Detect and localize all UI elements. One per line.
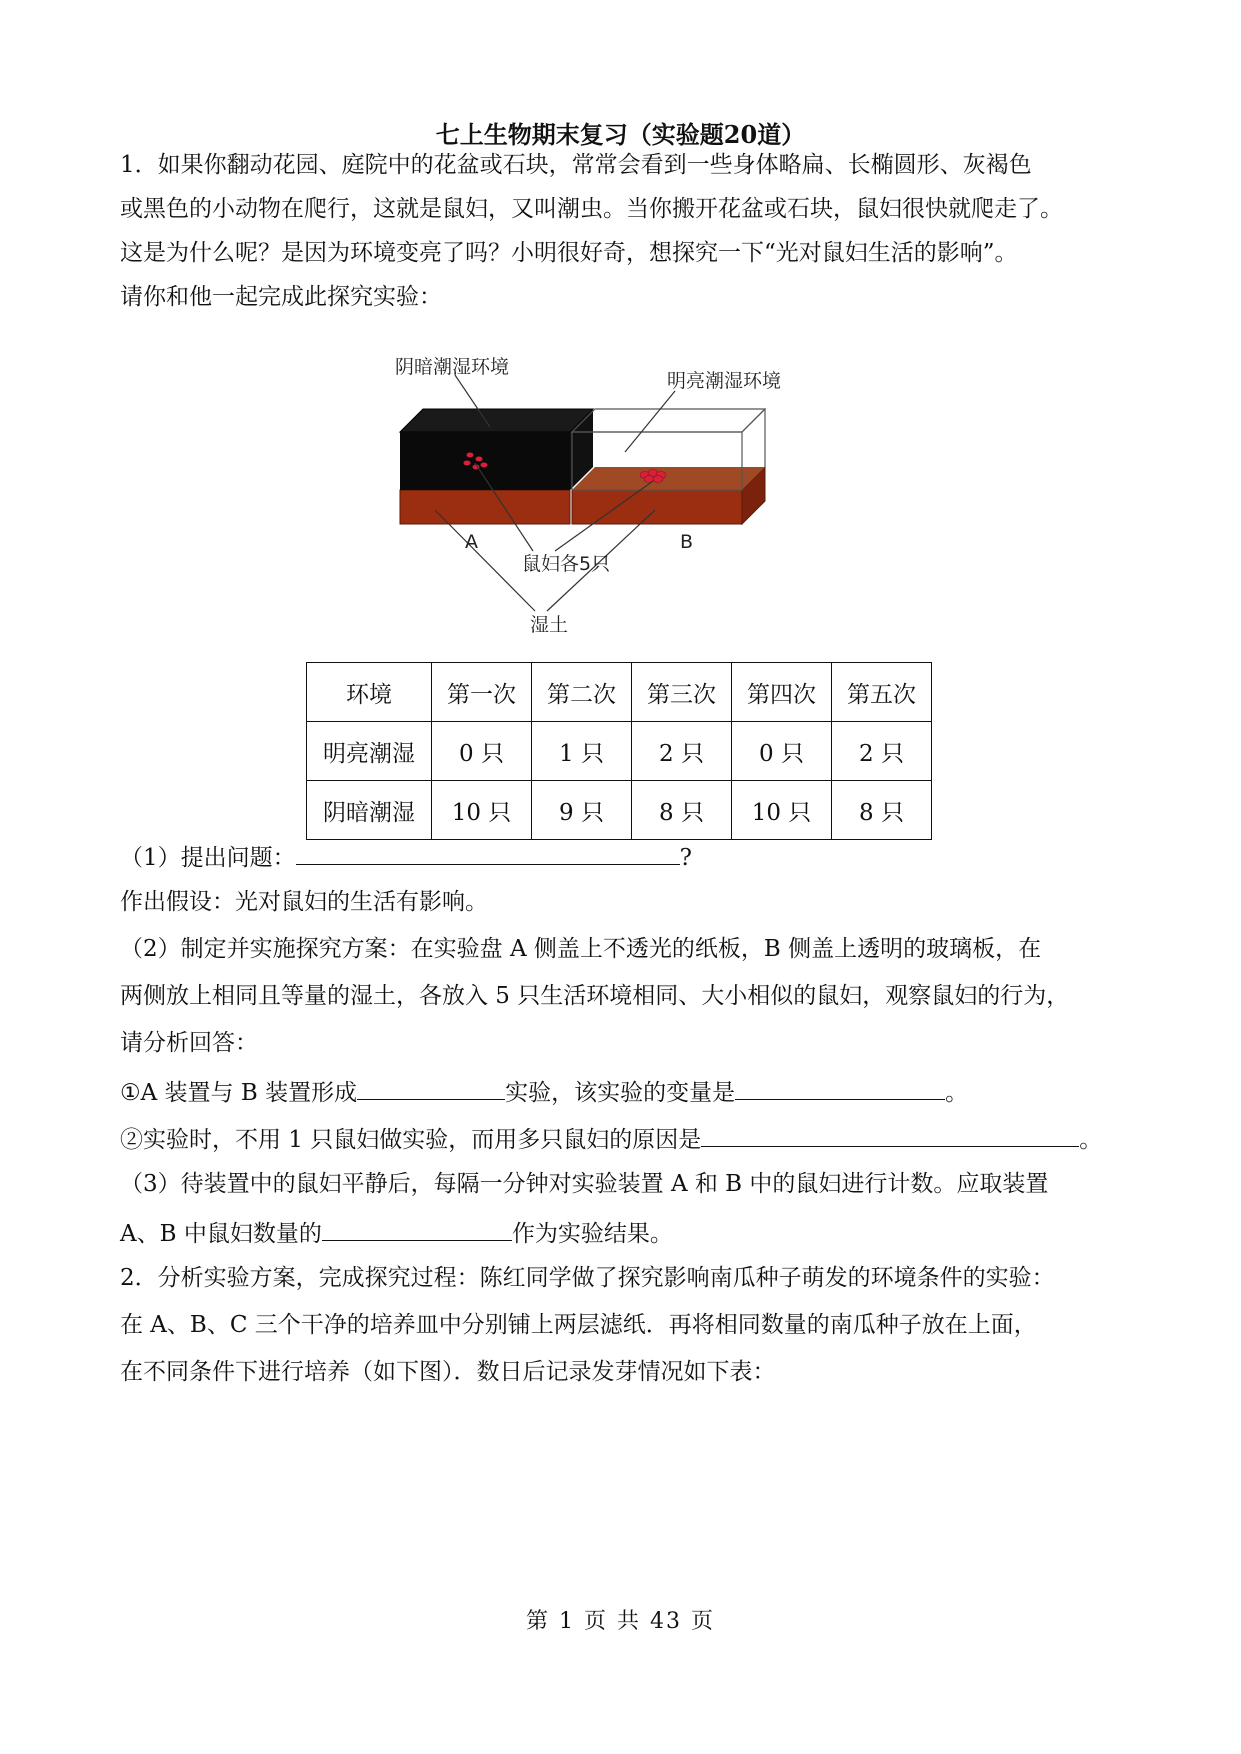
table-cell: 10 只: [432, 781, 532, 840]
q1-sub2-text-a: ②实验时，不用 1 只鼠妇做实验，而用多只鼠妇的原因是: [120, 1127, 702, 1153]
q1-sub2-blank[interactable]: [701, 1120, 1079, 1147]
dark-cover-front: [400, 432, 570, 490]
q1-sub1-text-c: 。: [945, 1080, 969, 1106]
glass-cover-top: [572, 409, 765, 432]
q1-part2-line-2: 两侧放上相同且等量的湿土，各放入 5 只生活环境相同、大小相似的鼠妇，观察鼠妇的行为，: [120, 983, 1070, 1009]
q1-part1-answer-blank[interactable]: [296, 838, 680, 865]
q1-intro-line-3: 这是为什么呢？是因为环境变亮了吗？小明很好奇，想探究一下“光对鼠妇生活的影响”。: [120, 240, 1018, 266]
table-row: [307, 781, 932, 840]
q1-sub1-blank-1[interactable]: [357, 1073, 505, 1100]
q1-part2-line-1: （2）制定并实施探究方案：在实验盘 A 侧盖上不透光的纸板，B 侧盖上透明的玻璃板，在: [120, 936, 1042, 962]
dark-cover-top: [400, 409, 593, 432]
table-header-cell: 第三次: [632, 663, 732, 722]
table-header-cell: 第一次: [432, 663, 532, 722]
soil-top-b: [572, 467, 765, 490]
label-bright-humid: 明亮潮湿环境: [667, 370, 782, 392]
q1-sub2-line: [120, 1120, 1150, 1157]
table-cell: 0 只: [432, 722, 532, 781]
table-cell: 9 只: [532, 781, 632, 840]
soil-front-b: [572, 490, 742, 524]
table-header-cell: 环境: [307, 663, 432, 722]
label-a: A: [465, 531, 478, 553]
q1-intro-line-4: 请你和他一起完成此探究实验：: [120, 284, 442, 310]
q2-line-1: 2．分析实验方案，完成探究过程：陈红同学做了探究影响南瓜种子萌发的环境条件的实验：: [120, 1265, 1055, 1291]
woodlouse-count-table: [306, 662, 932, 840]
table-row: [307, 722, 932, 781]
q2-line-3: 在不同条件下进行培养（如下图）．数日后记录发芽情况如下表：: [120, 1359, 776, 1385]
soil-front-a: [400, 490, 570, 524]
table-cell: 2 只: [832, 722, 932, 781]
table-cell: 8 只: [632, 781, 732, 840]
q1-part3-line-2: [120, 1214, 1150, 1251]
table-cell: 1 只: [532, 722, 632, 781]
q1-sub1-text-a: ①A 装置与 B 装置形成: [120, 1080, 358, 1106]
table-header-cell: 第二次: [532, 663, 632, 722]
table-header-cell: 第五次: [832, 663, 932, 722]
woodlouse-experiment-figure: [395, 355, 825, 645]
label-woodlice-count: 鼠妇各5只: [522, 553, 611, 575]
q2-line-2: 在 A、B、C 三个干净的培养皿中分别铺上两层滤纸．再将相同数量的南瓜种子放在上面，: [120, 1312, 1037, 1338]
q1-part3-line-1: （3）待装置中的鼠妇平静后，每隔一分钟对实验装置 A 和 B 中的鼠妇进行计数。应取装置: [120, 1171, 1049, 1197]
table-cell: 2 只: [632, 722, 732, 781]
table-header-cell: 第四次: [732, 663, 832, 722]
q1-part3-text-b: 作为实验结果。: [511, 1221, 673, 1247]
table-cell: 明亮潮湿: [307, 722, 432, 781]
q1-part1-suffix: ?: [679, 845, 692, 871]
label-dark-humid: 阴暗潮湿环境: [395, 356, 510, 378]
q1-sub1-blank-2[interactable]: [735, 1073, 945, 1100]
q1-sub1-line: [120, 1073, 1150, 1110]
q1-part2-line-3: 请分析回答：: [120, 1030, 258, 1056]
table-cell: 0 只: [732, 722, 832, 781]
table-cell: 10 只: [732, 781, 832, 840]
q1-sub2-text-b: 。: [1079, 1127, 1103, 1153]
table-header-row: [307, 663, 932, 722]
q1-intro-line-1: 1．如果你翻动花园、庭院中的花盆或石块，常常会看到一些身体略扁、长椭圆形、灰褐色: [120, 152, 1032, 178]
label-b: B: [680, 531, 694, 553]
q1-part1-line: [120, 838, 1150, 875]
table-cell: 阴暗潮湿: [307, 781, 432, 840]
q1-sub1-text-b: 实验，该实验的变量是: [505, 1080, 736, 1106]
page-title: 七上生物期末复习（实验题20道）: [435, 120, 806, 149]
page-footer: 第 1 页 共 43 页: [526, 1609, 715, 1634]
label-wet-soil: 湿土: [530, 614, 569, 636]
q1-part3-blank[interactable]: [322, 1214, 512, 1241]
q1-intro-line-2: 或黑色的小动物在爬行，这就是鼠妇，又叫潮虫。当你搬开花盆或石块，鼠妇很快就爬走了。: [120, 196, 1063, 222]
table-cell: 8 只: [832, 781, 932, 840]
q1-part1-prefix: （1）提出问题：: [120, 845, 296, 871]
q1-part3-text-a: A、B 中鼠妇数量的: [120, 1221, 322, 1247]
q1-hypothesis-line: 作出假设：光对鼠妇的生活有影响。: [120, 889, 488, 915]
